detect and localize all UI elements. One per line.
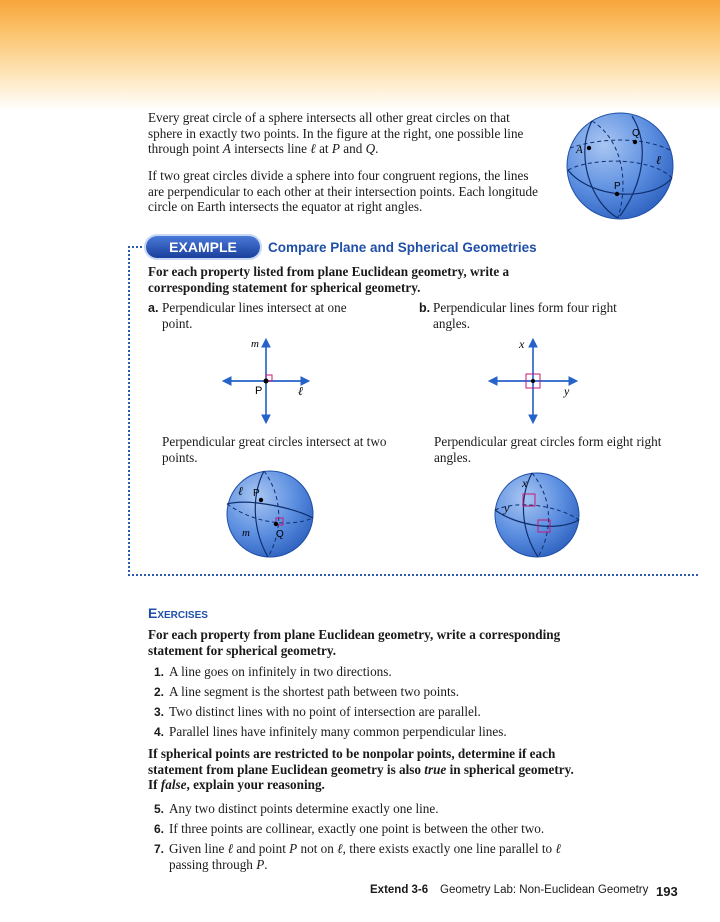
circle-l-label: ℓ <box>238 484 243 498</box>
example-border-top <box>128 246 146 248</box>
sphere-figure-b <box>492 470 582 560</box>
footer-lab-title: Geometry Lab: Non-Euclidean Geometry <box>440 884 649 896</box>
footer-extend: Extend 3-6 <box>370 884 429 896</box>
example-title: Compare Plane and Spherical Geometries <box>268 240 537 255</box>
point-P-label: P <box>253 488 260 499</box>
part-a-text: Perpendicular lines intersect at one point. <box>162 300 347 331</box>
exercise-item: 1. A line goes on infinitely in two directions. <box>154 664 392 679</box>
circle-m-label: m <box>242 527 250 539</box>
exercises-instruction-2: If spherical points are restricted to be nonpolar points, determine if each statement from plane Euclidean geometry is also true in spherical geometry. If false, explain your reasoning. <box>148 746 574 793</box>
example-instruction: For each property listed from plane Euclidean geometry, write a corresponding statement for spherical geometry. <box>148 264 510 295</box>
line-m-label: m <box>251 338 259 350</box>
exercises-instruction-1: For each property from plane Euclidean geometry, write a corresponding statement for spherical geometry. <box>148 627 561 658</box>
line-x-label: x <box>519 337 525 351</box>
example-border-left <box>128 246 130 576</box>
plane-perpendicular-figure-b <box>488 336 583 426</box>
part-a-label: a. <box>148 301 159 315</box>
point-A-label: A <box>576 144 583 156</box>
intro-paragraph-2: If two great circles divide a sphere into four congruent regions, the lines are perpendicular to each other at their intersection points. Each longitude circle on Earth intersects the equator at right angles. <box>148 168 538 215</box>
line-y-label: y <box>564 384 570 398</box>
page-number: 193 <box>656 884 678 899</box>
exercises-heading: Exercises <box>148 605 208 621</box>
circle-x-label: x <box>522 476 528 490</box>
exercise-item: 5. Any two distinct points determine exactly one line. <box>154 801 439 816</box>
example-badge: EXAMPLE <box>146 236 260 258</box>
point-Q-label: Q <box>276 529 284 540</box>
exercise-item: 7. Given line ℓ and point P not on ℓ, there exists exactly one line parallel to ℓ passing through P. <box>154 841 561 872</box>
intro-sphere-figure <box>560 108 680 223</box>
intro-paragraph-1: Every great circle of a sphere intersects all other great circles on that sphere in exactly two points. In the figure at the right, one possible line through point A intersects line ℓ at P and Q. <box>148 110 524 157</box>
exercise-item: 3. Two distinct lines with no point of intersection are parallel. <box>154 704 481 719</box>
circle-y-label: y <box>504 501 510 515</box>
point-Q-label: Q <box>632 128 640 139</box>
example-part-a <box>148 300 378 331</box>
part-b-text: Perpendicular lines form four right angles. <box>433 300 617 331</box>
part-b-label: b. <box>419 301 431 315</box>
sphere-text-a: Perpendicular great circles intersect at two points. <box>162 434 387 465</box>
exercise-item: 2. A line segment is the shortest path between two points. <box>154 684 460 699</box>
exercise-item: 6. If three points are collinear, exactly one point is between the other two. <box>154 821 545 836</box>
page-header-band <box>0 0 720 110</box>
example-part-b <box>419 300 659 331</box>
plane-perpendicular-figure-a <box>220 336 320 426</box>
point-P-label: P <box>255 385 263 397</box>
line-l-label: ℓ <box>656 153 661 167</box>
example-border-bottom <box>128 574 698 576</box>
sphere-text-b: Perpendicular great circles form eight right angles. <box>434 434 662 465</box>
point-P-label: P <box>614 181 621 192</box>
exercise-item: 4. Parallel lines have infinitely many common perpendicular lines. <box>154 724 507 739</box>
sphere-figure-a <box>224 468 316 560</box>
line-l-label: ℓ <box>298 384 303 398</box>
